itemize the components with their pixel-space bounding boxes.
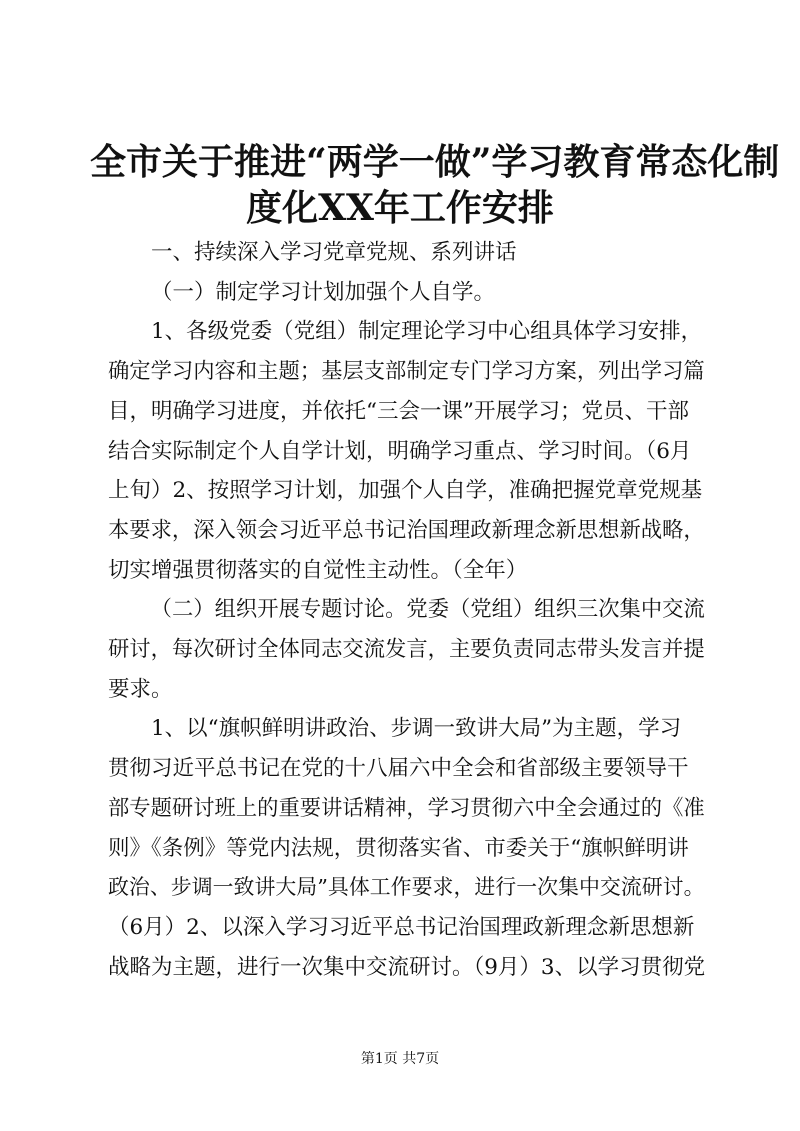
- body-line: （6月）2、以深入学习习近平总书记治国理政新理念新思想新: [108, 914, 695, 940]
- body-line: 政治、步调一致讲大局”具体工作要求，进行一次集中交流研讨。: [108, 875, 705, 900]
- title-line-2: 度化XX年工作安排: [246, 187, 554, 229]
- title-line-1: 全市关于推进“两学一做”学习教育常态化制: [90, 141, 780, 183]
- body-line: 切实增强贯彻落实的自觉性主动性。（全年）: [108, 557, 528, 583]
- body-line: 1、各级党委（党组）制定理论学习中心组具体学习安排，: [151, 319, 703, 345]
- body-line: （二）组织开展专题讨论。党委（党组）组织三次集中交流: [150, 597, 705, 623]
- body-line: 1、以“旗帜鲜明讲政治、步调一致讲大局”为主题，学习: [151, 716, 682, 742]
- body-line: 则》《条例》等党内法规，贯彻落实省、市委关于“旗帜鲜明讲: [108, 835, 689, 861]
- page-footer: [0, 1049, 800, 1069]
- body-line: 贯彻习近平总书记在党的十八届六中全会和省部级主要领导干: [108, 756, 689, 782]
- body-line: 结合实际制定个人自学计划，明确学习重点、学习时间。（6月: [108, 438, 692, 464]
- page-number: 第1页 共7页: [360, 1051, 440, 1067]
- body-line: 目，明确学习进度，并依托“三会一课”开展学习；党员、干部: [108, 398, 689, 424]
- body-line: 本要求，深入领会习近平总书记治国理政新理念新思想新战略，: [108, 517, 705, 543]
- body-line: 战略为主题，进行一次集中交流研讨。（9月）3、以学习贯彻党: [108, 954, 706, 980]
- body-line: 研讨，每次研讨全体同志交流发言，主要负责同志带头发言并提: [108, 637, 705, 663]
- body-line: 上旬）2、按照学习计划，加强个人自学，准确把握党章党规基: [108, 478, 703, 504]
- body-line: 确定学习内容和主题；基层支部制定专门学习方案，列出学习篇: [108, 359, 705, 385]
- body-line: 要求。: [108, 676, 173, 702]
- body-line: 一、持续深入学习党章党规、系列讲话: [151, 240, 517, 265]
- document-body: [108, 233, 708, 987]
- body-line: 部专题研讨班上的重要讲话精神，学习贯彻六中全会通过的《准: [108, 795, 705, 821]
- document-title: [90, 139, 780, 231]
- body-line: （一）制定学习计划加强个人自学。: [151, 279, 496, 305]
